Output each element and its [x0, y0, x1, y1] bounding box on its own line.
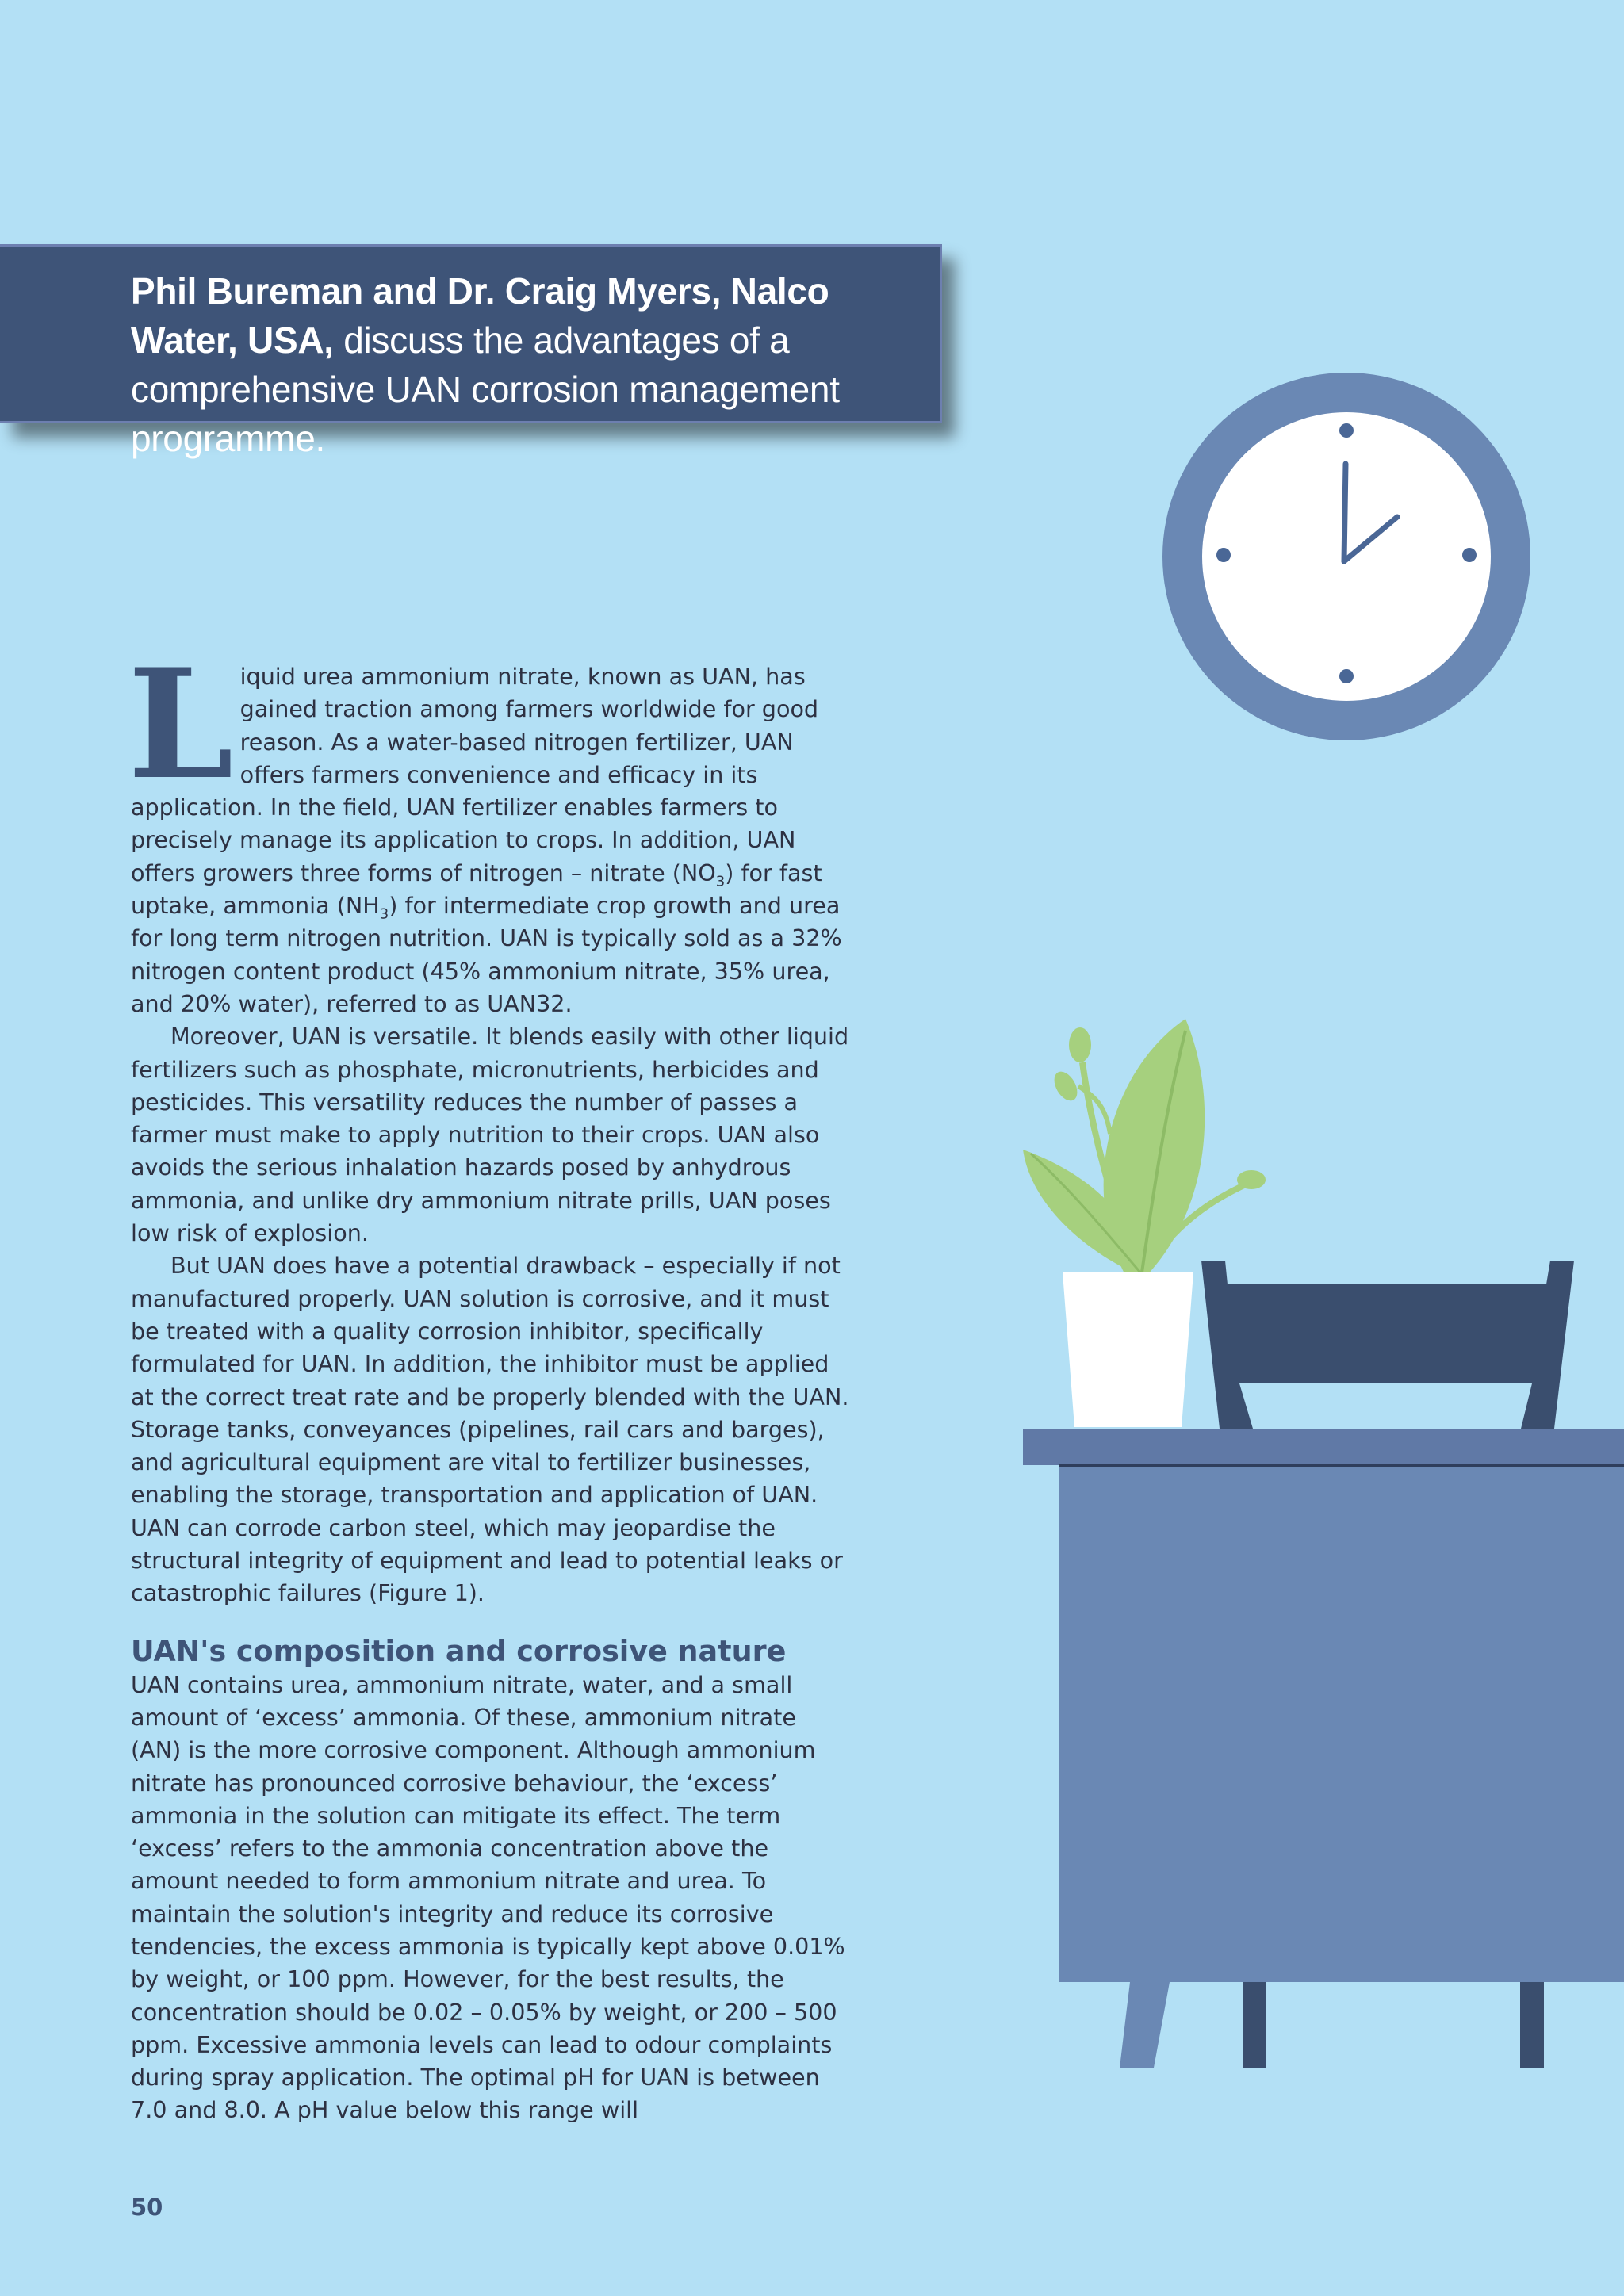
paragraph-3: But UAN does have a potential drawback – especially if not manufactured properly. UAN solution is corrosive, and it must be treated with a quality corrosion inhibitor, specifically formulated for UAN. In addition, the inhibitor must be applied at the correct treat rate and be properly blended with the UAN. Storage tanks, conveyances (pipelines, rail cars and barges), and agricultural equipment are vital to fertilizer businesses, enabling the storage, transportation and application of UAN. UAN can corrode carbon steel, which may jeopardise the structural integrity of equipment and lead to potential leaks or catastrophic failures (Figure 1).: [131, 1252, 849, 1607]
paragraph-4: UAN contains urea, ammonium nitrate, water, and a small amount of ‘excess’ ammonia. Of these, ammonium nitrate (AN) is the more corrosive component. Although ammonium nitrate has pronounced corrosive behaviour, the ‘excess’ ammonia in the solution can mitigate its effect. The term ‘excess’ refers to the ammonia concentration above the amount needed to form ammonium nitrate and urea. To maintain the solution's integrity and reduce its corrosive tendencies, the excess ammonia is typically kept above 0.01% by weight, or 100 ppm. However, for the best results, the concentration should be 0.02 – 0.05% by weight, or 200 – 500 ppm. Excessive ammonia levels can lead to odour complaints during spray application. The optimal pH for UAN is between 7.0 and 8.0. A pH value below this range will: [131, 1670, 845, 2124]
paragraph-1-part-a: iquid urea ammonium nitrate, known as UAN, has gained traction among farmers worldwide for good reason. As a water-based nitrogen fertilizer, UAN offers farmers convenience and efficacy in its application. In the field, UAN fertilizer enables farmers to precisely manage its application to crops. In addition, UAN offers growers three forms of nitrogen – nitrate (NO: [131, 663, 819, 886]
paragraph-1-part-c: ) for intermediate crop growth and urea for long term nitrogen nutrition. UAN is typically sold as a 32% nitrogen content product (45% ammonium nitrate, 35% urea, and 20% water), referred to as UAN32.: [131, 892, 842, 1017]
subscript-nh3: 3: [379, 905, 389, 923]
standfirst: [131, 266, 924, 463]
paragraph-1-part-b: ) for fast uptake, ammonia (NH: [131, 859, 822, 920]
author-names: Phil Bureman and Dr. Craig Myers, Nalco Water, USA,: [131, 270, 829, 361]
section-heading: UAN's composition and corrosive nature: [131, 1633, 787, 1668]
drop-cap: L: [128, 636, 234, 813]
page-number: 50: [131, 2194, 163, 2221]
chair-icon: [1201, 1261, 1574, 1429]
article-body: [128, 636, 852, 2127]
title-banner: [0, 244, 942, 459]
desk-icon: [1023, 1429, 1624, 2068]
standfirst-description: discuss the advantages of a comprehensive UAN corrosion management programme.: [131, 320, 840, 459]
wall-clock-icon: [1162, 373, 1530, 740]
paragraph-1: [128, 636, 852, 1020]
subscript-no3: 3: [715, 873, 726, 890]
potted-plant-icon: [1023, 1019, 1266, 1427]
paragraph-2: Moreover, UAN is versatile. It blends easily with other liquid fertilizers such as phosphate, micronutrients, herbicides and pesticides. This versatility reduces the number of passes a farmer must make to apply nutrition to their crops. UAN also avoids the serious inhalation hazards posed by anhydrous ammonia, and unlike dry ammonium nitrate prills, UAN poses low risk of explosion.: [131, 1023, 849, 1247]
